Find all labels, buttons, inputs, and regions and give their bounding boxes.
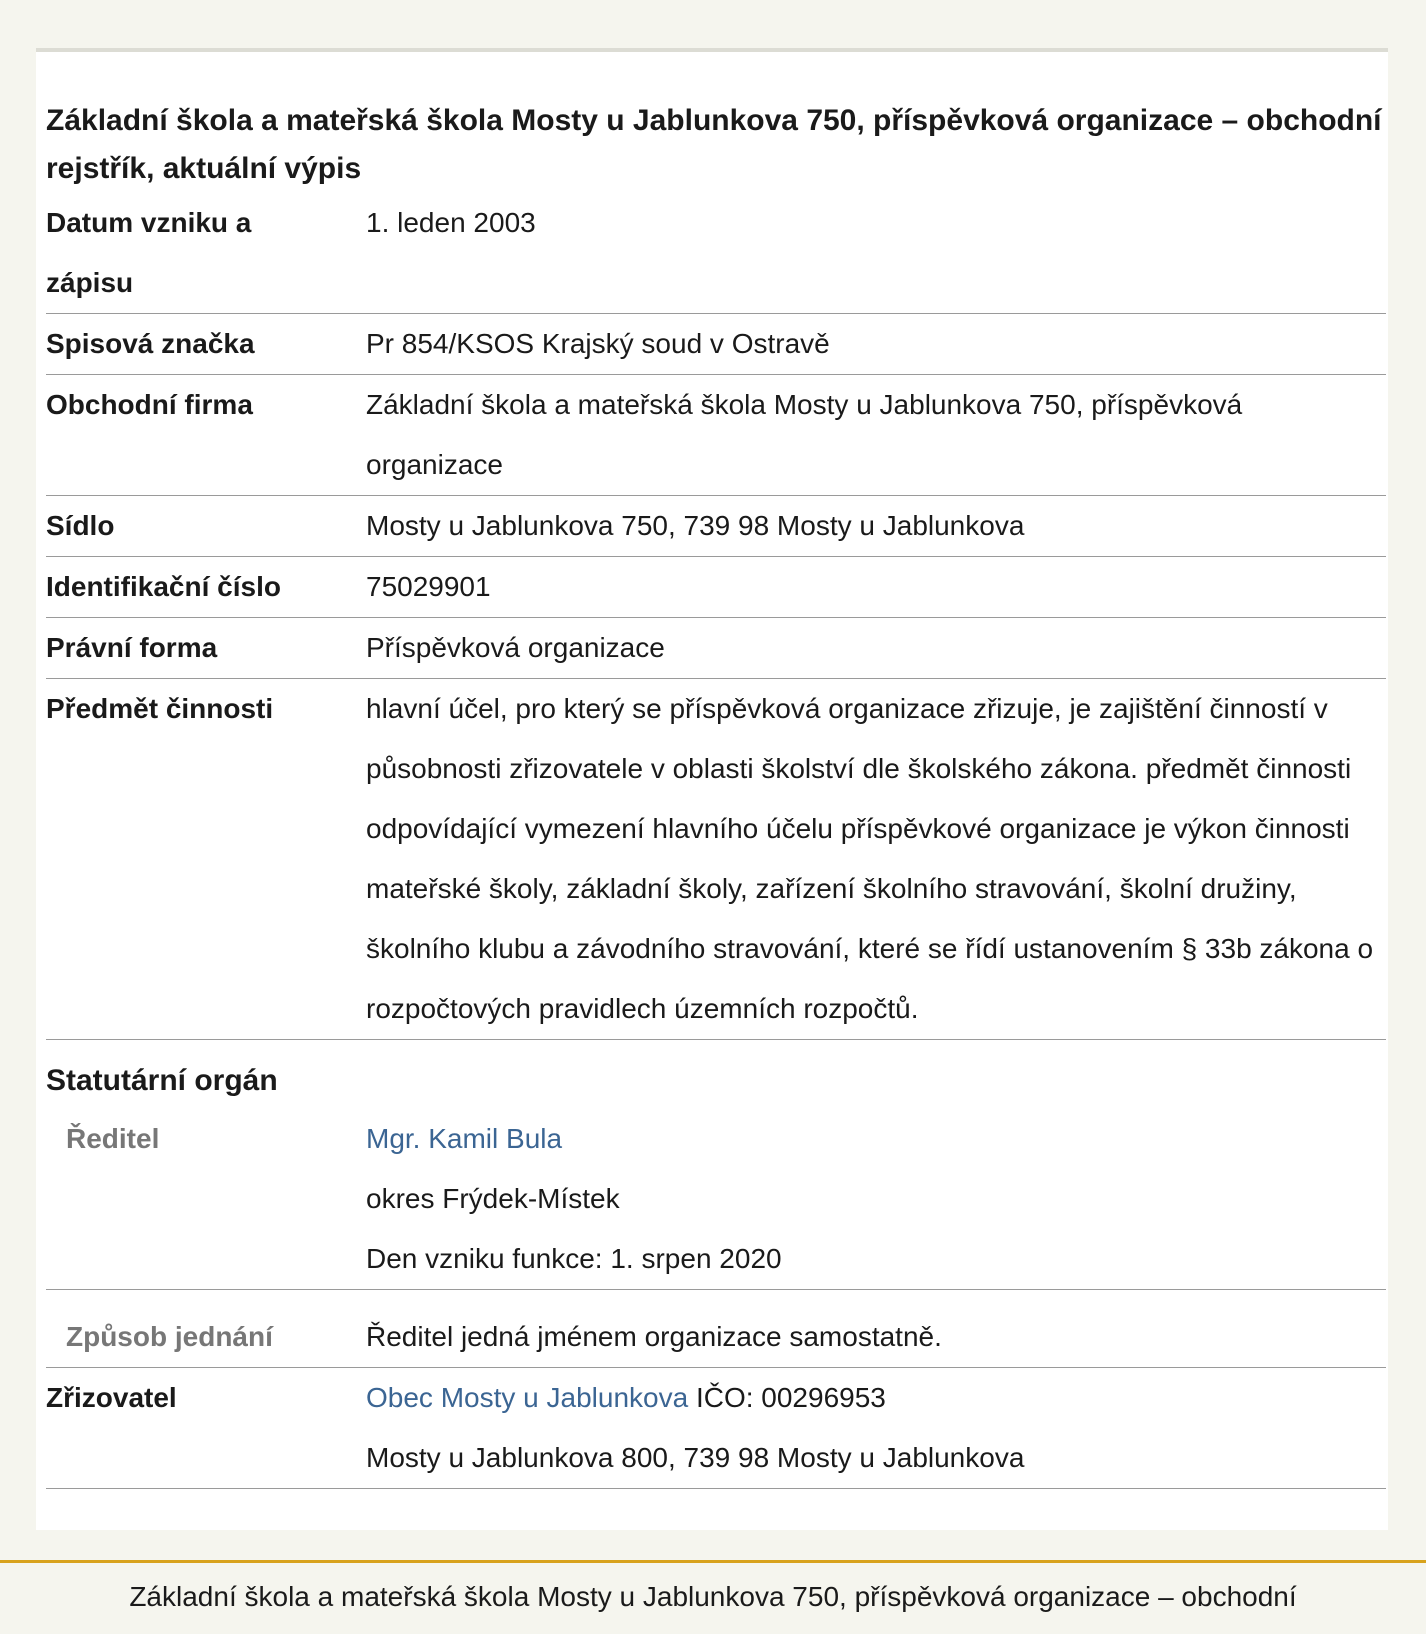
- row-label: Spisová značka: [46, 328, 255, 359]
- director-district: okres Frýdek-Místek: [366, 1183, 620, 1214]
- row-label: Předmět činnosti: [46, 693, 274, 724]
- row-label: Identifikační číslo: [46, 571, 281, 602]
- row-conduct: [46, 1290, 1386, 1368]
- director-name-link[interactable]: Mgr. Kamil Bula: [366, 1123, 563, 1154]
- row-director: [46, 1109, 1386, 1290]
- footer-text: Základní škola a mateřská škola Mosty u Jablunkova 750, příspěvková organizace – obchodní: [129, 1581, 1297, 1612]
- row-file-number: [46, 314, 1386, 375]
- row-value: Ředitel jedná jménem organizace samostatně.: [366, 1321, 942, 1352]
- statutory-body-title: Statutární orgán: [46, 1064, 278, 1097]
- row-value: Pr 854/KSOS Krajský soud v Ostravě: [366, 328, 830, 359]
- row-value: 1. leden 2003: [366, 207, 536, 238]
- row-label: Obchodní firma: [46, 389, 253, 420]
- row-legal-form: [46, 618, 1386, 679]
- row-value: 75029901: [366, 571, 491, 602]
- founder-line: [366, 1368, 1386, 1428]
- row-value: Mosty u Jablunkova 750, 739 98 Mosty u Jablunkova: [366, 510, 1025, 541]
- page-title: Základní škola a mateřská škola Mosty u Jablunkova 750, příspěvková organizace – obchodní rejstřík, aktuální výpis: [46, 104, 1382, 185]
- row-founder: [46, 1368, 1386, 1489]
- row-value: hlavní účel, pro který se příspěvková organizace zřizuje, je zajištění činností v působnosti zřizovatele v oblasti školství dle školského zákona. předmět činnosti odpovídající vymezení hlavního účelu příspěvkové organizace je výkon činnosti mateřské školy, základní školy, zařízení školního stravování, školní družiny, školního klubu a závodního stravování, které se řídí ustanovením § 33b zákona o rozpočtových pravidlech územních rozpočtů.: [366, 693, 1374, 1024]
- row-label: Sídlo: [46, 510, 115, 541]
- registry-card: [36, 48, 1388, 1530]
- row-value: [366, 1368, 1386, 1488]
- row-value: [366, 1109, 1386, 1289]
- row-label: Zřizovatel: [46, 1382, 177, 1413]
- director-since: Den vzniku funkce: 1. srpen 2020: [366, 1243, 782, 1274]
- row-value: Příspěvková organizace: [366, 632, 665, 663]
- row-business-activity: [46, 679, 1386, 1040]
- row-seat: [46, 496, 1386, 557]
- row-id-number: [46, 557, 1386, 618]
- row-business-name: [46, 375, 1386, 496]
- row-date: [46, 193, 1386, 314]
- founder-name-link[interactable]: Obec Mosty u Jablunkova: [366, 1382, 689, 1413]
- registry-content: [46, 52, 1386, 1489]
- founder-address: Mosty u Jablunkova 800, 739 98 Mosty u Jablunkova: [366, 1442, 1025, 1473]
- footer-bar: [0, 1560, 1426, 1634]
- row-label: Datum vzniku a zápisu: [46, 207, 252, 298]
- row-label: Právní forma: [46, 632, 218, 663]
- row-label: Ředitel: [66, 1123, 160, 1154]
- row-label: Způsob jednání: [66, 1321, 273, 1352]
- row-value: Základní škola a mateřská škola Mosty u Jablunkova 750, příspěvková organizace: [366, 389, 1243, 480]
- founder-ico: IČO: 00296953: [695, 1382, 886, 1413]
